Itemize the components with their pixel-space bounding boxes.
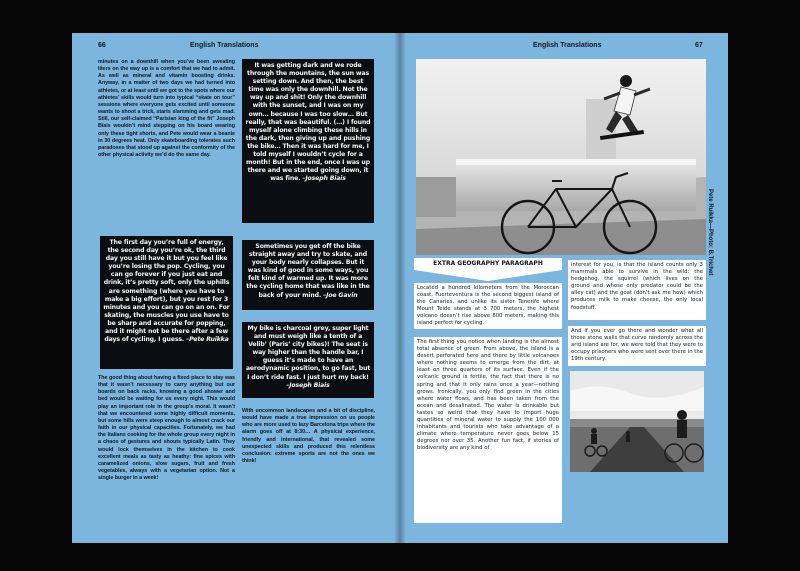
skate-photo-illustration: [416, 59, 706, 255]
skate-photo: [416, 59, 706, 255]
pull-quote-4-signature: –Joseph Biais: [286, 381, 330, 389]
running-header-left: English Translations: [190, 42, 259, 49]
pull-quote-2-text: It was getting dark and we rode through the mountains, the sun was setting down. And then, the best time was only the downhill. Not the way up and shit! Only the downhill with the sunset, and I was on my own… because I was too slow… But really, that was beautiful. (…) I found myself alone climbing these hills in the dark, then giving up and pushing the bike… Then it was hard for me, I told myself I wouldn’t cycle for a month! But in the end, once I was up there and we started going down, it was fine.: [245, 62, 371, 183]
cyclists-photo-illustration: [570, 371, 704, 472]
geo-text-box-4: [568, 326, 706, 366]
geo-text-box-2: [414, 337, 562, 523]
running-header-right: English Translations: [533, 42, 602, 49]
geo-text-box-3: [568, 260, 706, 320]
page-number-left: 66: [98, 42, 106, 49]
pull-quote-1: [100, 236, 233, 369]
right-page: [400, 33, 728, 543]
pull-quote-4-text: My bike is charcoal grey, super light and must weigh like a tenth of a Velib’ (Paris’ city bikes)! The seat is way higher than the handle bar, I guess it’s made to have an aerodynamic position, to go fast, but I don’t ride fast. I just hurt my back!: [245, 325, 371, 381]
pull-quote-1-signature: –Pete Ruikka: [186, 336, 229, 344]
section-title-arrow: [414, 270, 562, 281]
article-text-column1-top: minutes on a downhill when you’ve been sweating liters on the way up is a comfort that we had to admit. As well as mineral and vitamin boosting drinks. Anyway, in a matter of two days we had turned into athletes, or at least until we got to the spots where our athletes’ skills would turn into typical “skate on tour” sessions where everyone gets excited until someone wants to shoot a trick, starts slamming and gets mad. Still, our self-claimed “Parisian king of the fit” Joseph Biais wouldn’t mind stepping on his board wearing only these tight shorts, and Pete would wear a beanie in 30 degrees heat. Only skateboarding tolerates such paradoxes that stood up against the conformity of the other physical activity we’d do the same day.: [98, 59, 235, 159]
section-title: EXTRA GEOGRAPHY PARAGRAPH: [414, 258, 562, 270]
geo-paragraph-1: Located a hundred kilometers from the Moroccan coast, Fuerteventura is the second biggest island of the Canaries, and unlike its sister Tenerife where Mount Teide stands at 3 700 meters, the highest volcano doesn’t rise above 800 meters, making this island perfect for cycling.: [417, 285, 559, 327]
pull-quote-1-text: The first day you’re full of energy, the second day you’re ok, the third day you still have it but you feel like you’re losing the pop. Cycling, you can go forever if you just eat and drink, it’s pretty soft, only the uphills are something (where you have to make a big effort), but you rest for 3 minutes and you can go on an on. For skating, the muscles you use have to be sharp and accurate for popping, and it might not be there after a few days of cycling, I guess.: [103, 239, 230, 344]
magazine-spread: [72, 33, 728, 543]
article-text-column1-bottom: The good thing about having a fixed place to stay was that it wasn’t necessary to carry anything but our boards on back racks, knowing a good shower and bed would be waiting for us every night. This would play an important role in the group’s moral. It wasn’t that we encountered some highly difficult moments, but some hills were steep enough to almost crack our faith in our physical capacities. Fortunately, we had the Italians cooking for the whole group every night in a chaos of gestures and shouts typically Latin. They would lock themselves in the kitchen to cook excellent meals as tasty as heathy: fine spices with caramelized onions, slow sugars, fruit and fresh vegetables, always with a vegetarian option. Not a single burger in a week!: [98, 375, 235, 482]
geo-text-box-1: [414, 283, 562, 329]
photo-credit: Pete Ruikka—Photo: B.Trichet: [707, 189, 713, 276]
article-text-column2-bottom: With uncommon landscapes and a bit of discipline, would have made a true impression on us people who are more used to lazy Barcelona trips where the alarm goes off at 8:30… A physical experience, friendly and international, that revealed some unexpected skills and produced this relentless conclusion: extreme sports are not the ones we think!: [242, 408, 375, 465]
cyclists-photo: [570, 371, 704, 472]
page-number-right: 67: [695, 42, 703, 49]
pull-quote-3-text: Sometimes you get off the bike straight away and try to skate, and your body nearly collapses. But it was kind of good in some ways, you felt kind of warmed up. It was more the cycling home that was like in the back of your mind.: [246, 243, 370, 299]
pull-quote-3-signature: –Joe Gavin: [323, 291, 358, 299]
pull-quote-2: [242, 59, 374, 223]
geo-paragraph-2: The first thing you notice when landing is the almost total absence of green. From above, the island is a desert perforated here and there by little volcanoes where nothing seems to emerge from the dirt, at least on three quarters of its surface. Even if the volcanic ground is fertile, the fact that there is no spring and that it only rains once a year—nothing grows. Ironically, you only find green in the cities where water flows, and has been taken from the ocean and desalinated. The water is drinkable but tastes so weird that they have to import huge quantities of mineral water to supply the 100 000 inhabitants and tourists who take advantage of a climate where temperature never goes below 15 degrees nor over 35. Another fun fact, if stories of biodiversity are any kind of: [417, 339, 559, 452]
left-page: [72, 33, 400, 543]
geo-paragraph-3: interest for you, is that the island counts only 3 mammals able to survive in the wild: the hedgehog, the squirrel (which lives on the ground and whose only predator could be the alley cat) and the goat (don’t ask me how) which produces milk to make cheese, the only local foodstuff.: [571, 262, 703, 311]
geo-paragraph-4: And if you ever go there and wonder what all those stone walls that curve randomly across the arid island are for, we were told that they were to occupy prisoners who were sent over there in the 19th century.: [571, 328, 703, 363]
pull-quote-2-signature: –Joseph Biais: [302, 175, 346, 183]
pull-quote-3: [242, 240, 374, 310]
pull-quote-4: [242, 322, 374, 398]
